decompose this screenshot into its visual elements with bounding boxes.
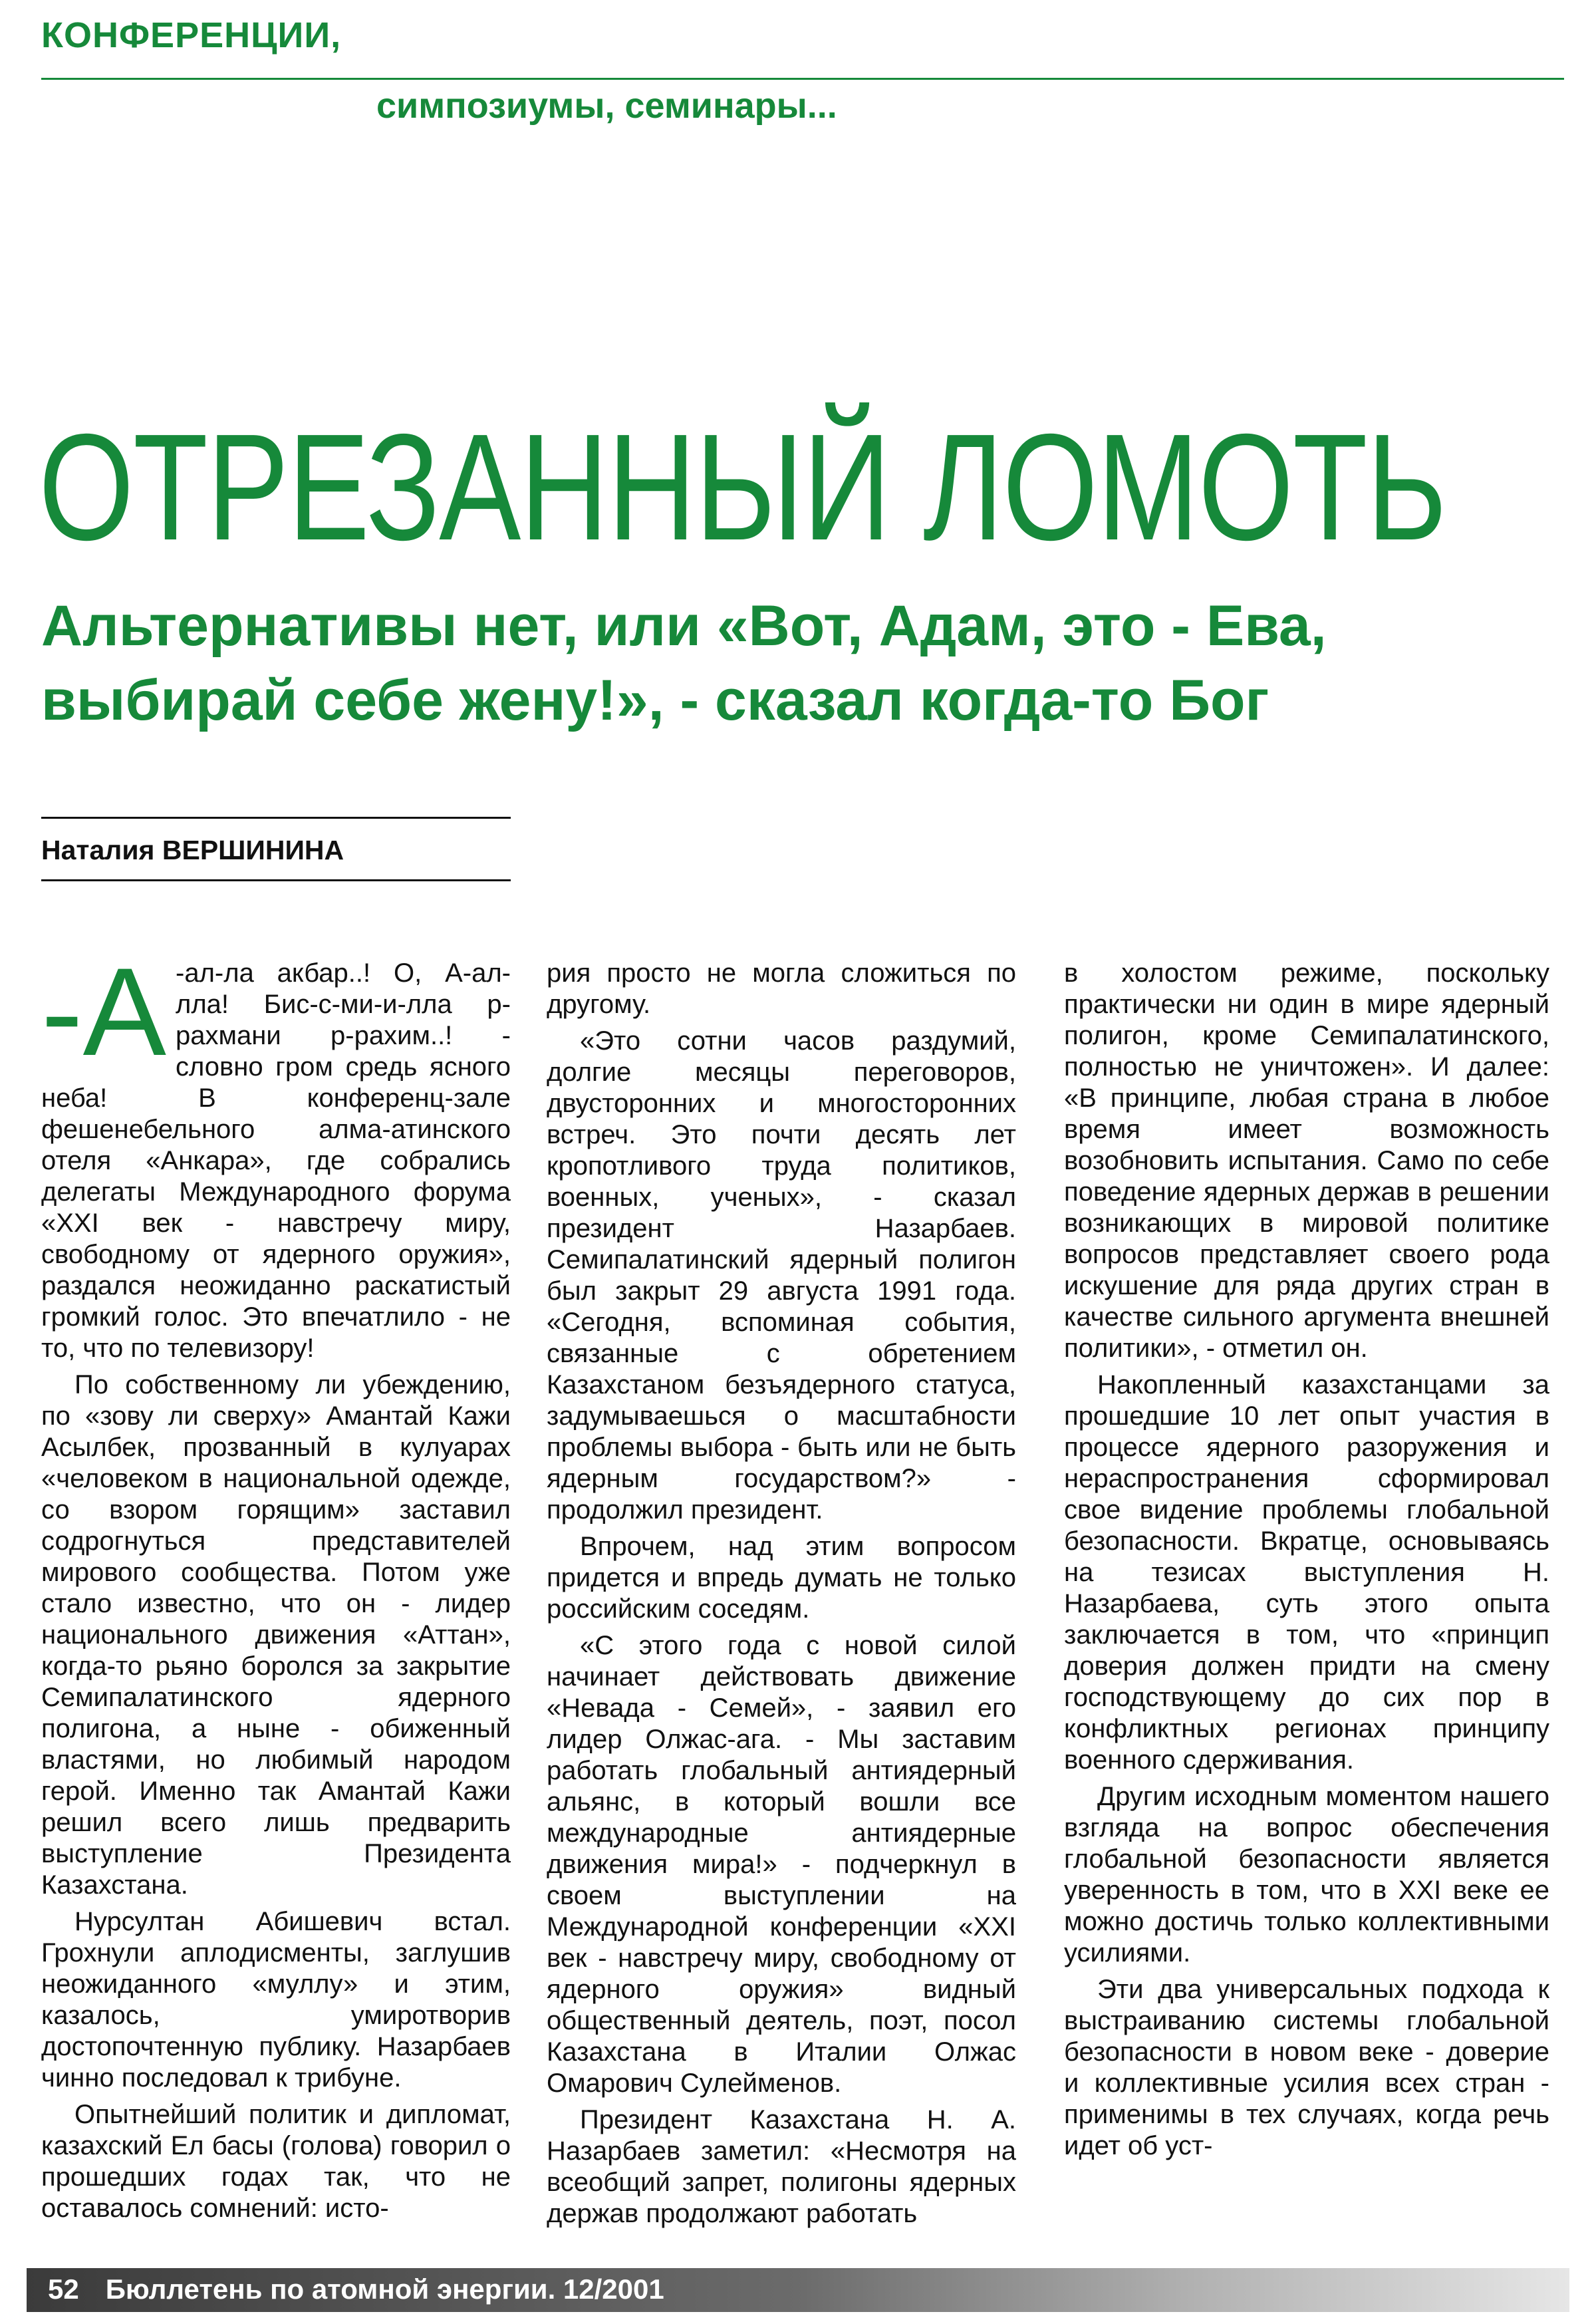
paragraph: Другим исходным моментом нашего взгляда на вопрос обеспечения глобальной безопасности является уверенность в том, что в XXI веке ее можно достичь только коллективными усилиями. <box>1064 1782 1549 1967</box>
column-3 <box>1064 958 1549 2195</box>
paragraph: Накопленный казахстанцами за прошедшие 10 лет опыт участия в процессе ядерного разоружения и нераспространения сформировал свое видение проблемы глобальной безопасности. Вкратце, основываясь на тезисах выступления Н. Назарбаева, суть этого опыта заключается в том, что «принцип доверия должен придти на смену господствующему до сих пор в конфликтных регионах принципу военного сдерживания. <box>1064 1370 1549 1775</box>
paragraph: «Это сотни часов раздумий, долгие месяцы переговоров, двусторонних и многосторонних встреч. Это почти десять лет кропотливого труда политиков, военных, ученых», - сказал президент Назарбаев. Семипалатинский ядерный полигон был закрыт 29 августа 1991 года. «Сегодня, вспоминая события, связанные с обретением Казахстаном безъядерного статуса, задумываешься о масштабности проблемы выбора - быть или не быть ядерным государством?» - продолжил президент. <box>547 1026 1016 1524</box>
paragraph: Нурсултан Абишевич встал. Грохнули аплодисменты, заглушив неожиданного «муллу» и этим, казалось, умиротворив достопочтенную публику. Назарбаев чинно последовал к трибуне. <box>41 1907 511 2093</box>
paragraph: Президент Казахстана Н. А. Назарбаев заметил: «Несмотря на всеобщий запрет, полигоны ядерных держав продолжают работать <box>547 2105 1016 2228</box>
paragraph-text: -ал-ла акбар..! О, А-ал-лла! Бис-с-ми-и-лла р-рахмани р-рахим..! - словно гром средь ясного неба! В конференц-зале фешенебельного алма-атинского отеля «Анкара», где собрались делегаты Международного форума «XXI век - навстречу миру, свободному от ядерного оружия», раздался неожиданно раскатистый громкий голос. Это впечатлило - не то, что по телевизору! <box>41 958 511 1363</box>
paragraph <box>41 942 511 1364</box>
paragraph: Опытнейший политик и дипломат, казахский Ел басы (голова) говорил о прошедших годах так, что не оставалось сомнений: исто- <box>41 2100 511 2223</box>
author-byline: Наталия ВЕРШИНИНА <box>41 835 344 865</box>
paragraph: в холостом режиме, поскольку практически ни один в мире ядерный полигон, кроме Семипалатинского, полностью не уничтожен». И далее: «В принципе, любая страна в любое время имеет возможность возобновить испытания. Само по себе поведение ядерных держав в решении возникающих в мировой политике вопросов представляет своего рода искушение для ряда других стран в качестве сильного аргумента внешней политики», - отметил он. <box>1064 958 1549 1363</box>
column-2 <box>547 958 1016 2228</box>
byline-rule-top <box>41 817 511 819</box>
article-title: ОТРЕЗАННЫЙ ЛОМОТЬ <box>39 403 1446 572</box>
article-body <box>41 942 1564 2228</box>
section-subrubric: симпозиумы, семинары... <box>376 86 837 126</box>
paragraph: рия просто не могла сложиться по другому. <box>547 958 1016 1019</box>
publication-name: Бюллетень по атомной энергии. 12/2001 <box>105 2273 664 2305</box>
page-footer <box>27 2268 1569 2312</box>
paragraph: Впрочем, над этим вопросом придется и впредь думать не только российским соседям. <box>547 1532 1016 1624</box>
section-rubric: КОНФЕРЕНЦИИ, <box>41 15 342 55</box>
column-1 <box>41 942 511 2223</box>
article-subtitle: Альтернативы нет, или «Вот, Адам, это - Ева, выбирай себе жену!», - сказал когда-то Бог <box>41 594 1327 732</box>
drop-cap: -А <box>41 942 166 1082</box>
paragraph: «С этого года с новой силой начинает действовать движение «Невада - Семей», - заявил его лидер Олжас-ага. - Мы заставим работать глобальный антиядерный альянс, в который вошли все международные антиядерные движения мира!» - подчеркнул в своем выступлении на Международной конференции «XXI век - навстречу миру, свободному от ядерного оружия» видный общественный деятель, поэт, посол Казахстана в Италии Олжас Омарович Сулейменов. <box>547 1631 1016 2098</box>
footer-text <box>48 2273 664 2305</box>
page-number: 52 <box>48 2273 79 2305</box>
paragraph: По собственному ли убеждению, по «зову ли сверху» Амантай Кажи Асылбек, прозванный в кулуарах «человеком в национальной одежде, со взором горящим» заставил содрогнуться представителей мирового сообщества. Потом уже стало известно, что он - лидер национального движения «Аттан», когда-то рьяно боролся за закрытие Семипалатинского ядерного полигона, а ныне - обиженный властями, но любимый народом герой. Именно так Амантай Кажи решил всего лишь предварить выступление Президента Казахстана. <box>41 1370 511 1900</box>
byline-rule-bottom <box>41 879 511 881</box>
rubric-divider <box>41 78 1564 80</box>
paragraph: Эти два универсальных подхода к выстраиванию системы глобальной безопасности в новом веке - доверие и коллективные усилия всех стран - применимы в тех случаях, когда речь идет об уст- <box>1064 1975 1549 2160</box>
